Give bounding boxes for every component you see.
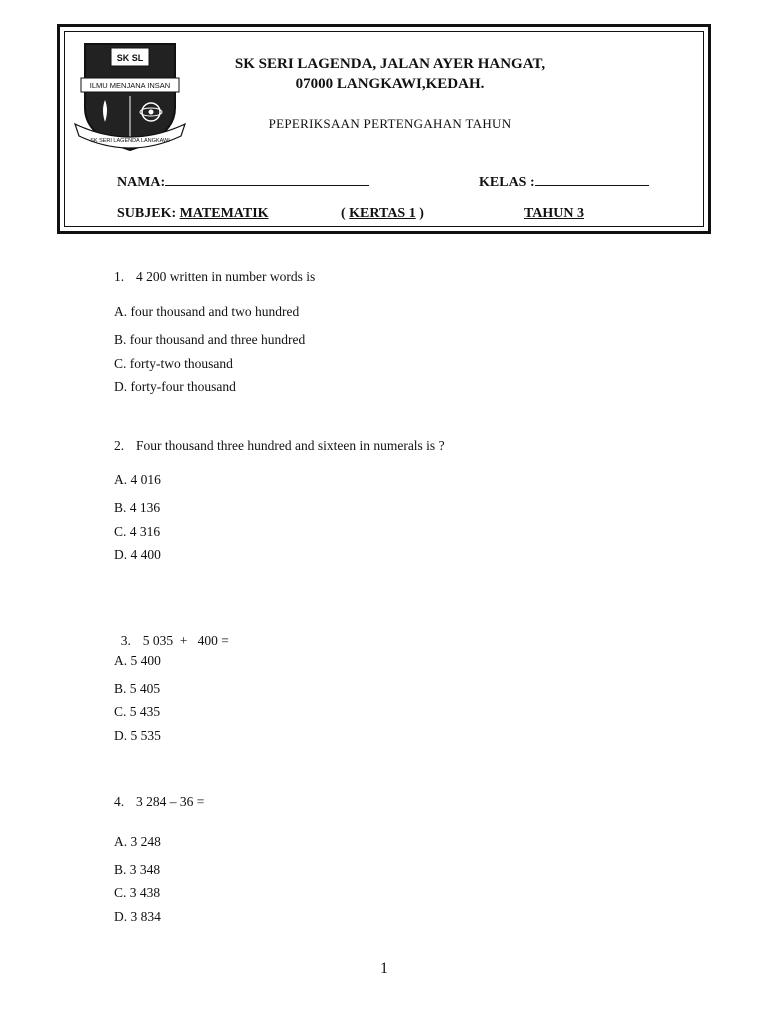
page-number: 1 — [380, 960, 388, 977]
school-name-line1: SK SERI LAGENDA, JALAN AYER HANGAT, — [234, 56, 546, 72]
subjek-field — [117, 206, 269, 222]
logo-motto: ILMU MENJANA INSAN — [89, 81, 171, 90]
header-inner-border — [64, 31, 704, 227]
question-text: 5 035 + 400 = — [142, 633, 229, 648]
q3-option-b[interactable]: B. 5 405 — [114, 681, 161, 696]
kertas-value: KERTAS 1 — [349, 206, 416, 221]
q2-option-b[interactable]: B. 4 136 — [114, 500, 161, 515]
q2-option-a[interactable]: A. 4 016 — [114, 472, 161, 487]
kelas-label: KELAS : — [479, 175, 535, 190]
nama-field — [117, 171, 369, 191]
question-text: Four thousand three hundred and sixteen in numerals is ? — [136, 438, 445, 453]
logo-banner-top: SK SL — [116, 53, 144, 63]
kertas-field — [341, 206, 424, 222]
school-crest-logo — [71, 38, 189, 154]
tahun-value: TAHUN 3 — [524, 206, 585, 221]
q3-option-d[interactable]: D. 5 535 — [114, 728, 161, 743]
nama-label: NAMA: — [117, 175, 166, 190]
q4-option-a[interactable]: A. 3 248 — [114, 834, 161, 849]
q1-option-d[interactable]: D. forty-four thousand — [114, 379, 236, 394]
question-number: 2. — [114, 438, 125, 453]
q1-option-b[interactable]: B. four thousand and three hundred — [114, 332, 306, 347]
exam-title: PEPERIKSAAN PERTENGAHAN TAHUN — [268, 116, 512, 131]
kertas-open-paren: ( — [341, 206, 346, 221]
nama-blank-line[interactable] — [165, 171, 369, 186]
kelas-field — [479, 171, 649, 191]
exam-header — [57, 24, 711, 234]
q2-option-d[interactable]: D. 4 400 — [114, 547, 161, 562]
question-number: 1. — [114, 269, 125, 284]
q1-option-a[interactable]: A. four thousand and two hundred — [114, 304, 300, 319]
question-text: 3 284 – 36 = — [136, 794, 205, 809]
question-number: 4. — [114, 794, 125, 809]
question-text: 4 200 written in number words is — [136, 269, 316, 284]
question-1 — [114, 269, 315, 285]
question-2 — [114, 438, 445, 454]
kelas-blank-line[interactable] — [535, 171, 649, 186]
subjek-value: MATEMATIK — [179, 206, 269, 221]
q4-option-c[interactable]: C. 3 438 — [114, 885, 161, 900]
question-4 — [114, 794, 204, 810]
q4-option-b[interactable]: B. 3 348 — [114, 862, 161, 877]
q3-option-a[interactable]: A. 5 400 — [114, 653, 161, 668]
q3-option-c[interactable]: C. 5 435 — [114, 704, 161, 719]
question-number: 3. — [120, 633, 131, 648]
q4-option-d[interactable]: D. 3 834 — [114, 909, 161, 924]
logo-ribbon-text: SK SERI LAGENDA LANGKAWI — [90, 138, 170, 144]
question-3 — [114, 617, 229, 649]
subjek-label: SUBJEK: — [117, 206, 177, 221]
school-address-line2: 07000 LANGKAWI,KEDAH. — [295, 76, 485, 92]
q1-option-c[interactable]: C. forty-two thousand — [114, 356, 233, 371]
kertas-close-paren: ) — [419, 206, 424, 221]
school-name — [195, 54, 585, 94]
q2-option-c[interactable]: C. 4 316 — [114, 524, 161, 539]
